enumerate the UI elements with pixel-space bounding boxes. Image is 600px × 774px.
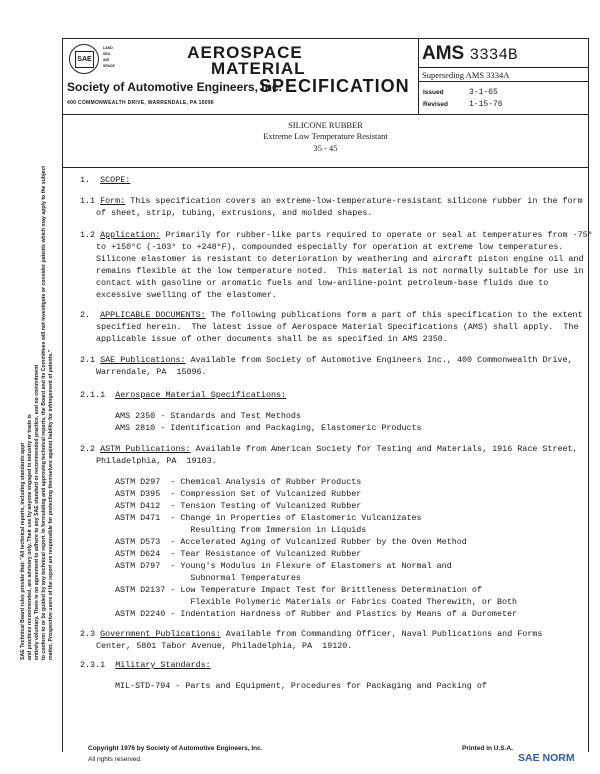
issued-label: Issued — [423, 89, 444, 96]
logo-word: LAND — [103, 46, 113, 50]
ams-number: 3334B — [469, 46, 518, 64]
section-2-2 — [80, 443, 578, 455]
section-2-3-1 — [80, 659, 211, 671]
paragraph-line: Center, 5801 Tabor Avenue, Philadelphia, PA 19120. — [96, 641, 353, 651]
paragraph-line: Available from Society of Automotive Engineers Inc., 400 Commonwealth Drive, — [190, 355, 573, 365]
spec-id-block — [418, 39, 589, 114]
material-name: SILICONE RUBBER — [288, 120, 363, 130]
header-title-block — [63, 39, 418, 114]
paragraph-line: Philadelphia, PA 19103. — [96, 456, 217, 466]
paragraph-line: of sheet, strip, tubing, extrusions, and molded shapes. — [96, 208, 373, 218]
section-number: 2. — [80, 310, 91, 320]
paragraph-line: contact with gasoline or aromatic fuels and low-aniline-point petroleum-base fluids due to — [96, 278, 549, 288]
section-2-1 — [80, 354, 573, 366]
title-specification: SPECIFICATION — [259, 76, 410, 96]
paragraph-line: Available from Commanding Officer, Naval Publications and Forms — [225, 629, 543, 639]
section-number: 1.2 — [80, 230, 96, 240]
sae-norm-watermark: SAE NORM — [518, 752, 575, 764]
astm-reference: ASTM D2137 - Low Temperature Impact Test for Brittleness Determination of — [115, 585, 482, 595]
paragraph-line: Silicone elastomer is resistant to deterioration by weathering and aircraft piston engine oil and — [96, 254, 584, 264]
astm-reference: ASTM D412 - Tension Testing of Vulcanized Rubber — [115, 501, 362, 511]
logo-word: AIR — [103, 58, 110, 62]
logo-word: SEA — [103, 52, 111, 56]
side-notice-line: SAE Technical Board rules provide that: "All technical reports, including standards appr — [20, 442, 26, 660]
section-number: 1.1 — [80, 196, 96, 206]
spec-header — [62, 38, 589, 115]
astm-reference: ASTM D797 - Young's Modulus in Flexure of Elastomers at Normal and — [115, 561, 452, 571]
astm-reference: ASTM D2240 - Indentation Hardness of Rubber and Plastics by Means of a Durometer — [115, 609, 518, 619]
issued-date: 3-1-65 — [469, 88, 498, 97]
section-number: 1. — [80, 175, 91, 185]
logo-words — [103, 45, 115, 69]
section-2-1-1 — [80, 389, 286, 401]
ams-reference: AMS 2350 - Standards and Test Methods — [115, 411, 301, 421]
section-number: 2.1.1 — [80, 390, 106, 400]
section-1-1 — [80, 195, 583, 207]
astm-reference: ASTM D297 - Chemical Analysis of Rubber Products — [115, 477, 362, 487]
hardness-range: 35 - 45 — [313, 143, 338, 153]
astm-reference: Resulting from Immersion in Liquids — [115, 525, 367, 535]
society-address: 400 COMMONWEALTH DRIVE, WARRENDALE, PA 15096 — [67, 100, 215, 106]
sae-logo-text: SAE — [75, 51, 94, 68]
logo-word: SPACE — [103, 64, 115, 68]
section-2-3 — [80, 628, 542, 640]
revised-label: Revised — [423, 101, 448, 108]
section-title: Military Standards: — [115, 660, 211, 670]
astm-reference: ASTM D624 - Tear Resistance of Vulcanized Rubber — [115, 549, 362, 559]
section-1 — [80, 174, 130, 186]
section-number: 2.1 — [80, 355, 96, 365]
paragraph-line: Warrendale, PA 15096. — [96, 367, 207, 377]
paragraph-line: specified herein. The latest issue of Aerospace Material Specifications (AMS) shall apply. The — [96, 322, 579, 332]
material-description: Extreme Low Temperature Resistant — [263, 131, 388, 141]
ams-reference: AMS 2810 - Identification and Packaging, Elastomeric Products — [115, 423, 422, 433]
section-title: Form: — [100, 196, 126, 206]
revised-date: 1-15-76 — [469, 100, 503, 109]
side-notice-line: to conform to or be guided by any technical report. In formulating and approving technical reports, the Board and its Committees will not investigate or consider patents which may apply to the subject — [41, 165, 47, 660]
society-name: Society of Automotive Engineers, Inc. — [67, 80, 282, 94]
ams-label: AMS — [422, 43, 465, 64]
section-title: Application: — [100, 230, 161, 240]
ams-id — [422, 43, 518, 65]
section-2 — [80, 309, 583, 321]
title-aerospace: AEROSPACE — [187, 43, 303, 62]
copyright: Copyright 1976 by Society of Automotive Engineers, Inc. — [88, 745, 263, 752]
section-title: SAE Publications: — [100, 355, 186, 365]
astm-reference: Flexible Polymeric Materials or Fabrics Coated Therewith, or Both — [115, 597, 518, 607]
paragraph-line: excessive swelling of the elastomer. — [96, 290, 277, 300]
side-notice-line: and practices recommended, are advisory only. Their use by anyone engaged in industry or trade is — [27, 414, 33, 660]
printed-in: Printed in U.S.A. — [462, 745, 513, 752]
paragraph-line: Primarily for rubber-like parts required to operate or seal at temperatures from -75° — [165, 230, 593, 240]
section-title: Government Publications: — [100, 629, 221, 639]
paragraph-line: The following publications form a part of this specification to the extent — [210, 310, 583, 320]
astm-reference: ASTM D395 - Compression Set of Vulcanized Rubber — [115, 489, 362, 499]
section-title: Aerospace Material Specifications: — [115, 390, 287, 400]
paragraph-line: Available from American Society for Testing and Materials, 1916 Race Street, — [195, 444, 578, 454]
section-title: ASTM Publications: — [100, 444, 191, 454]
mil-reference: MIL-STD-794 - Parts and Equipment, Procedures for Packaging and Packing of — [115, 681, 487, 691]
rights-reserved: All rights reserved. — [88, 756, 142, 763]
material-title-box — [62, 113, 589, 168]
section-1-2 — [80, 229, 593, 241]
paragraph-line: applicable issue of other documents shall be as specified in AMS 2350. — [96, 334, 448, 344]
section-number: 2.2 — [80, 444, 96, 454]
section-number: 2.3.1 — [80, 660, 106, 670]
astm-reference: ASTM D573 - Accelerated Aging of Vulcanized Rubber by the Oven Method — [115, 537, 467, 547]
section-number: 2.3 — [80, 629, 96, 639]
section-title: SCOPE: — [100, 175, 131, 185]
astm-reference: ASTM D471 - Change in Properties of Elastomeric Vulcanizates — [115, 513, 422, 523]
side-notice-line: entirely voluntary. There is no agreement to adhere to any SAE standard or recommended practice, and no commitment — [34, 364, 40, 660]
section-title: APPLICABLE DOCUMENTS: — [100, 310, 206, 320]
astm-reference: Subnormal Temperatures — [115, 573, 301, 583]
sae-logo — [69, 44, 99, 74]
side-notice-line: matter. Prospective users of the report are responsible for protecting themselves against liability for infringement of patents." — [48, 349, 54, 660]
paragraph-line: This specification covers an extreme-low-temperature-resistant silicone rubber in the form — [130, 196, 583, 206]
paragraph-line: remains flexible at the low temperature noted. This material is not normally suitable for use in — [96, 266, 584, 276]
superseding-note: Superseding AMS 3334A — [419, 67, 589, 82]
paragraph-line: to +150°C (-103° to +248°F), compounded especially for operation at extreme low temperatures. — [96, 242, 564, 252]
title-material: MATERIAL — [211, 59, 306, 78]
